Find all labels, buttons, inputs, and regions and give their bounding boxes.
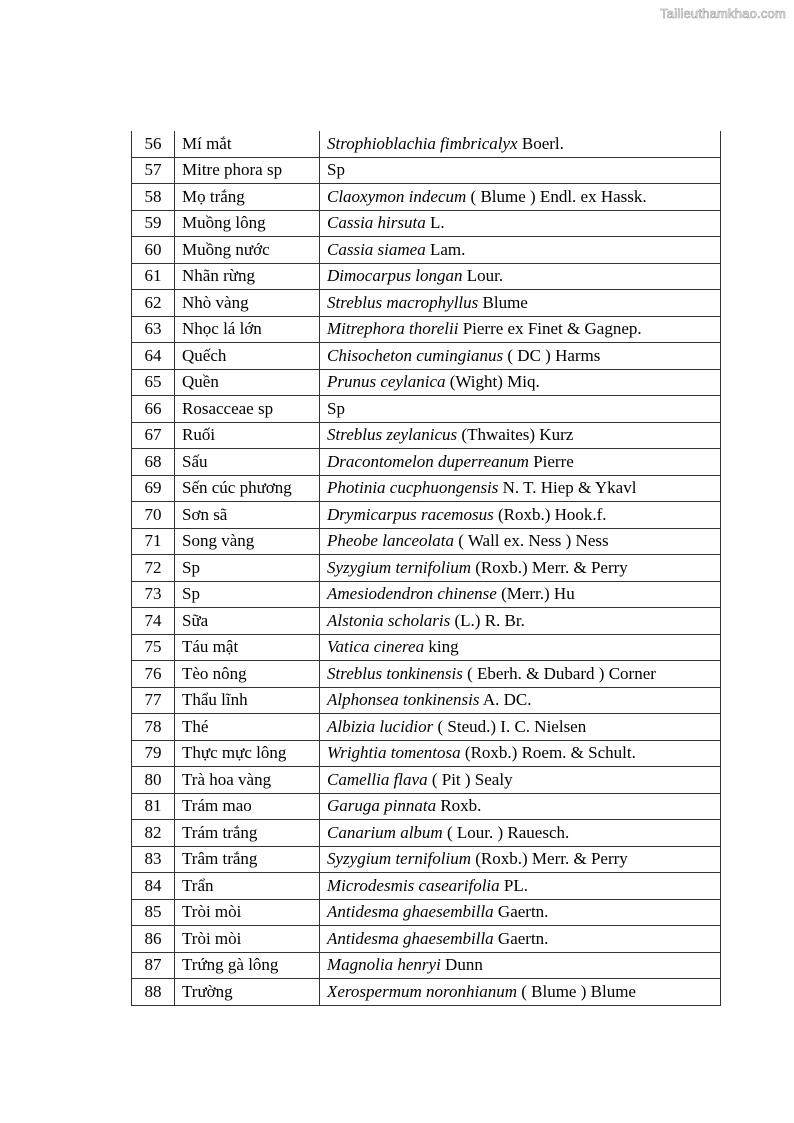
scientific-name: Microdesmis casearifolia xyxy=(327,875,500,895)
scientific-name: Claoxymon indecum xyxy=(327,186,467,206)
scientific-name: Camellia flava xyxy=(327,769,428,789)
author-citation: (Roxb.) Merr. & Perry xyxy=(471,557,628,577)
scientific-name-cell xyxy=(320,237,721,264)
common-name: Mitre phora sp xyxy=(175,157,320,184)
row-number: 63 xyxy=(132,316,175,343)
table-row xyxy=(132,343,721,370)
table-row xyxy=(132,290,721,317)
common-name: Tròi mòi xyxy=(175,899,320,926)
author-citation: ( Lour. ) Rauesch. xyxy=(442,822,570,842)
table-row xyxy=(132,263,721,290)
author-citation: Roxb. xyxy=(436,796,482,816)
table-row xyxy=(132,767,721,794)
table-row xyxy=(132,237,721,264)
row-number: 75 xyxy=(132,634,175,661)
scientific-name: Chisocheton cumingianus xyxy=(327,345,504,365)
scientific-name: Antidesma ghaesembilla xyxy=(327,902,494,922)
scientific-name: Drymicarpus racemosus xyxy=(327,504,494,524)
author-citation: Sp xyxy=(327,160,345,180)
scientific-name: Mitrephora thorelii xyxy=(327,319,459,339)
table-row xyxy=(132,873,721,900)
scientific-name-cell xyxy=(320,846,721,873)
table-row xyxy=(132,740,721,767)
author-citation: Blume xyxy=(478,292,528,312)
row-number: 72 xyxy=(132,555,175,582)
scientific-name-cell xyxy=(320,687,721,714)
common-name: Táu mật xyxy=(175,634,320,661)
scientific-name: Xerospermum noronhianum xyxy=(327,981,517,1001)
table-row xyxy=(132,449,721,476)
scientific-name: Syzygium ternifolium xyxy=(327,557,472,577)
scientific-name-cell xyxy=(320,952,721,979)
common-name: Nhọc lá lớn xyxy=(175,316,320,343)
table-row xyxy=(132,157,721,184)
table-row xyxy=(132,608,721,635)
author-citation: king xyxy=(424,637,459,657)
scientific-name: Alstonia scholaris xyxy=(327,610,451,630)
author-citation: ( DC ) Harms xyxy=(503,345,601,365)
scientific-name-cell xyxy=(320,581,721,608)
table-row xyxy=(132,820,721,847)
scientific-name: Strophioblachia fimbricalyx xyxy=(327,133,518,153)
scientific-name: Wrightia tomentosa xyxy=(327,743,461,763)
common-name: Rosacceae sp xyxy=(175,396,320,423)
author-citation: ( Blume ) Blume xyxy=(516,981,636,1001)
common-name: Muồng lông xyxy=(175,210,320,237)
row-number: 76 xyxy=(132,661,175,688)
row-number: 65 xyxy=(132,369,175,396)
table-row xyxy=(132,714,721,741)
common-name: Trường xyxy=(175,979,320,1006)
scientific-name-cell xyxy=(320,767,721,794)
common-name: Thực mực lông xyxy=(175,740,320,767)
table-row xyxy=(132,899,721,926)
author-citation: ( Wall ex. Ness ) Ness xyxy=(454,531,609,551)
common-name: Trám trắng xyxy=(175,820,320,847)
row-number: 79 xyxy=(132,740,175,767)
row-number: 74 xyxy=(132,608,175,635)
scientific-name-cell xyxy=(320,316,721,343)
row-number: 68 xyxy=(132,449,175,476)
author-citation: (Merr.) Hu xyxy=(496,584,575,604)
scientific-name: Syzygium ternifolium xyxy=(327,849,472,869)
common-name: Nhò vàng xyxy=(175,290,320,317)
author-citation: Sp xyxy=(327,398,345,418)
common-name: Tèo nông xyxy=(175,661,320,688)
scientific-name-cell xyxy=(320,422,721,449)
common-name: Mí mắt xyxy=(175,131,320,157)
table-row xyxy=(132,581,721,608)
scientific-name-cell xyxy=(320,555,721,582)
scientific-name-cell xyxy=(320,131,721,157)
scientific-name-cell xyxy=(320,528,721,555)
author-citation: Pierre xyxy=(528,451,574,471)
author-citation: Lam. xyxy=(425,239,466,259)
author-citation: A. DC. xyxy=(479,690,532,710)
scientific-name-cell xyxy=(320,396,721,423)
common-name: Thé xyxy=(175,714,320,741)
row-number: 81 xyxy=(132,793,175,820)
scientific-name: Dracontomelon duperreanum xyxy=(327,451,529,471)
row-number: 60 xyxy=(132,237,175,264)
common-name: Trứng gà lông xyxy=(175,952,320,979)
row-number: 78 xyxy=(132,714,175,741)
common-name: Sữa xyxy=(175,608,320,635)
table-row xyxy=(132,422,721,449)
table-row xyxy=(132,369,721,396)
common-name: Trẩn xyxy=(175,873,320,900)
scientific-name-cell xyxy=(320,343,721,370)
author-citation: (Roxb.) Merr. & Perry xyxy=(471,849,628,869)
row-number: 70 xyxy=(132,502,175,529)
author-citation: ( Eberh. & Dubard ) Corner xyxy=(462,663,656,683)
author-citation: PL. xyxy=(499,875,528,895)
row-number: 86 xyxy=(132,926,175,953)
row-number: 67 xyxy=(132,422,175,449)
scientific-name: Photinia cucphuongensis xyxy=(327,478,499,498)
author-citation: Gaertn. xyxy=(493,902,549,922)
row-number: 77 xyxy=(132,687,175,714)
row-number: 88 xyxy=(132,979,175,1006)
row-number: 56 xyxy=(132,131,175,157)
row-number: 62 xyxy=(132,290,175,317)
table-row xyxy=(132,210,721,237)
scientific-name-cell xyxy=(320,608,721,635)
scientific-name: Streblus tonkinensis xyxy=(327,663,463,683)
row-number: 84 xyxy=(132,873,175,900)
scientific-name-cell xyxy=(320,740,721,767)
scientific-name-cell xyxy=(320,661,721,688)
author-citation: Pierre ex Finet & Gagnep. xyxy=(458,319,642,339)
scientific-name-cell xyxy=(320,714,721,741)
table-row xyxy=(132,502,721,529)
row-number: 58 xyxy=(132,184,175,211)
row-number: 66 xyxy=(132,396,175,423)
row-number: 64 xyxy=(132,343,175,370)
table-row xyxy=(132,926,721,953)
scientific-name-cell xyxy=(320,290,721,317)
common-name: Nhãn rừng xyxy=(175,263,320,290)
scientific-name-cell xyxy=(320,184,721,211)
table-row xyxy=(132,846,721,873)
species-table-body xyxy=(132,131,721,1005)
scientific-name-cell xyxy=(320,502,721,529)
scientific-name: Antidesma ghaesembilla xyxy=(327,928,494,948)
scientific-name-cell xyxy=(320,793,721,820)
author-citation: (Wight) Miq. xyxy=(445,372,540,392)
table-row xyxy=(132,634,721,661)
common-name: Tròi mòi xyxy=(175,926,320,953)
scientific-name-cell xyxy=(320,449,721,476)
scientific-name-cell xyxy=(320,634,721,661)
row-number: 69 xyxy=(132,475,175,502)
author-citation: Lour. xyxy=(462,266,504,286)
table-row xyxy=(132,793,721,820)
scientific-name: Magnolia henryi xyxy=(327,955,441,975)
row-number: 85 xyxy=(132,899,175,926)
scientific-name-cell xyxy=(320,899,721,926)
scientific-name: Alphonsea tonkinensis xyxy=(327,690,480,710)
watermark-text: Tailieuthamkhao.com xyxy=(660,6,786,21)
common-name: Song vàng xyxy=(175,528,320,555)
common-name: Trà hoa vàng xyxy=(175,767,320,794)
common-name: Sến cúc phương xyxy=(175,475,320,502)
scientific-name: Amesiodendron chinense xyxy=(327,584,497,604)
table-row xyxy=(132,528,721,555)
row-number: 80 xyxy=(132,767,175,794)
scientific-name: Cassia hirsuta xyxy=(327,213,426,233)
scientific-name: Canarium album xyxy=(327,822,443,842)
table-row xyxy=(132,184,721,211)
row-number: 57 xyxy=(132,157,175,184)
table-row xyxy=(132,475,721,502)
row-number: 73 xyxy=(132,581,175,608)
scientific-name-cell xyxy=(320,369,721,396)
author-citation: (Roxb.) Roem. & Schult. xyxy=(460,743,636,763)
scientific-name: Prunus ceylanica xyxy=(327,372,446,392)
scientific-name: Vatica cinerea xyxy=(327,637,425,657)
table-row xyxy=(132,952,721,979)
common-name: Trám mao xyxy=(175,793,320,820)
author-citation: (Roxb.) Hook.f. xyxy=(493,504,607,524)
scientific-name-cell xyxy=(320,979,721,1006)
scientific-name-cell xyxy=(320,820,721,847)
common-name: Muồng nước xyxy=(175,237,320,264)
row-number: 87 xyxy=(132,952,175,979)
scientific-name-cell xyxy=(320,263,721,290)
common-name: Ruối xyxy=(175,422,320,449)
common-name: Sấu xyxy=(175,449,320,476)
scientific-name: Dimocarpus longan xyxy=(327,266,463,286)
row-number: 61 xyxy=(132,263,175,290)
author-citation: ( Steud.) I. C. Nielsen xyxy=(433,716,587,736)
author-citation: ( Pit ) Sealy xyxy=(427,769,513,789)
common-name: Trâm trắng xyxy=(175,846,320,873)
table-row xyxy=(132,396,721,423)
common-name: Thẩu lĩnh xyxy=(175,687,320,714)
table-row xyxy=(132,555,721,582)
scientific-name-cell xyxy=(320,210,721,237)
scientific-name-cell xyxy=(320,873,721,900)
scientific-name: Albizia lucidior xyxy=(327,716,434,736)
table-row xyxy=(132,979,721,1006)
species-table xyxy=(131,131,721,1006)
scientific-name-cell xyxy=(320,157,721,184)
row-number: 71 xyxy=(132,528,175,555)
row-number: 82 xyxy=(132,820,175,847)
scientific-name-cell xyxy=(320,475,721,502)
common-name: Sp xyxy=(175,581,320,608)
common-name: Quếch xyxy=(175,343,320,370)
scientific-name: Streblus macrophyllus xyxy=(327,292,479,312)
table-row xyxy=(132,687,721,714)
row-number: 59 xyxy=(132,210,175,237)
author-citation: ( Blume ) Endl. ex Hassk. xyxy=(466,186,647,206)
scientific-name: Pheobe lanceolata xyxy=(327,531,454,551)
table-row xyxy=(132,131,721,157)
row-number: 83 xyxy=(132,846,175,873)
table-row xyxy=(132,316,721,343)
scientific-name: Garuga pinnata xyxy=(327,796,437,816)
common-name: Mọ trắng xyxy=(175,184,320,211)
author-citation: (Thwaites) Kurz xyxy=(457,425,574,445)
table-row xyxy=(132,661,721,688)
author-citation: Gaertn. xyxy=(493,928,549,948)
author-citation: Dunn xyxy=(440,955,483,975)
scientific-name: Streblus zeylanicus xyxy=(327,425,458,445)
scientific-name-cell xyxy=(320,926,721,953)
author-citation: L. xyxy=(425,213,445,233)
scientific-name: Cassia siamea xyxy=(327,239,426,259)
author-citation: N. T. Hiep & Ykavl xyxy=(498,478,637,498)
common-name: Sơn sã xyxy=(175,502,320,529)
common-name: Quền xyxy=(175,369,320,396)
author-citation: (L.) R. Br. xyxy=(450,610,525,630)
common-name: Sp xyxy=(175,555,320,582)
author-citation: Boerl. xyxy=(517,133,564,153)
